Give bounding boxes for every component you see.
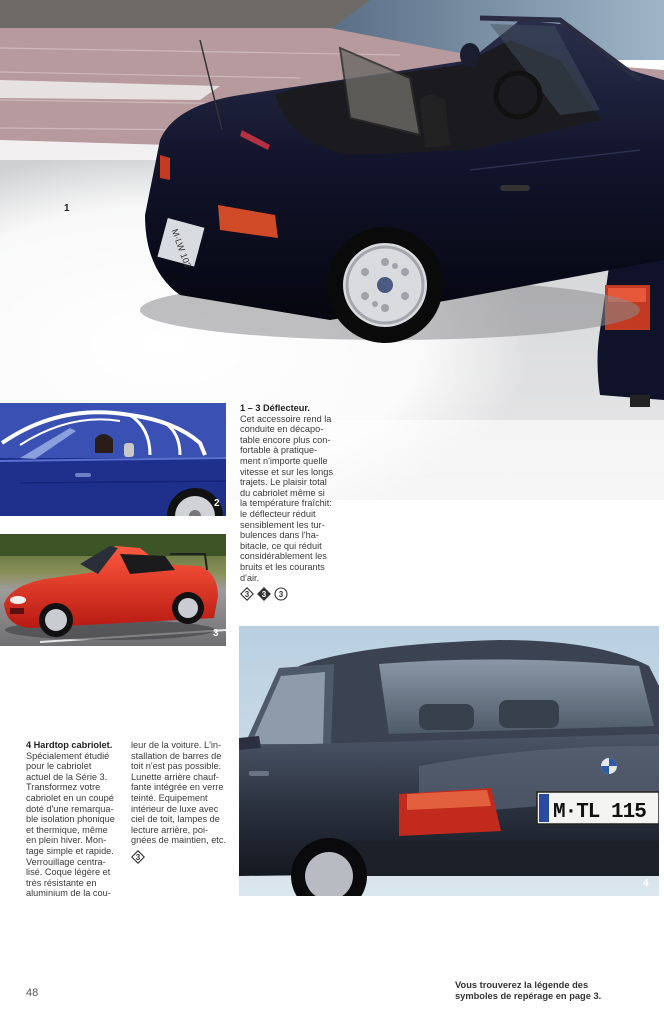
hardtop-line: lisé. Coque légère et	[26, 867, 111, 878]
legend-line: Vous trouverez la légende des	[455, 980, 589, 990]
hardtop-line: toit n'est pas possible.	[131, 761, 222, 772]
model-3-outline-diamond-icon	[131, 850, 145, 864]
hardtop-line: Spécialement étudié	[26, 750, 110, 761]
model-3-outline-diamond-icon	[240, 587, 254, 601]
photo4-number: 4	[643, 878, 649, 889]
deflector-line: le déflecteur réduit	[240, 508, 316, 519]
blue-car-side-illustration	[0, 403, 226, 516]
hardtop-line: et thermique, même	[26, 824, 108, 835]
legend-line: symboles de repérage en page 3.	[455, 991, 602, 1001]
svg-text:3: 3	[135, 852, 141, 862]
deflector-line: fortable à pratique-	[240, 445, 318, 456]
red-roadster-illustration	[0, 534, 226, 646]
hardtop-line: teinté. Equipement	[131, 792, 208, 803]
deflector-heading: 1 – 3 Déflecteur.	[240, 403, 310, 413]
svg-text:3: 3	[244, 590, 250, 600]
svg-text:M·TL 115: M·TL 115	[553, 801, 646, 824]
page-number: 48	[26, 987, 39, 999]
svg-text:3: 3	[278, 590, 284, 600]
photo-blue-car-side	[0, 403, 226, 516]
hardtop-line: ciel de toit, lampes de	[131, 814, 220, 825]
hardtop-line: Verrouillage centra-	[26, 856, 106, 867]
photo-hardtop-cabriolet	[239, 626, 659, 896]
deflector-line: table encore plus con-	[240, 434, 331, 445]
photo2-number: 2	[214, 498, 220, 509]
deflector-line: vitesse et sur les longs	[240, 466, 333, 477]
model-symbols	[131, 850, 145, 864]
hardtop-line: leur de la voiture. L'in-	[131, 740, 222, 750]
hardtop-car-illustration	[239, 626, 659, 896]
photo3-number: 3	[213, 628, 219, 639]
deflector-line: la température fraîchit:	[240, 498, 332, 509]
photo1-number: 1	[64, 203, 70, 214]
hardtop-line: gnées de maintien, etc.	[131, 835, 226, 846]
svg-text:3: 3	[261, 590, 267, 600]
svg-text:M·LW 102: M·LW 102	[169, 227, 193, 270]
model-3-filled-diamond-icon	[257, 587, 271, 601]
deflector-line: considérablement les	[240, 551, 327, 562]
deflector-line: trajets. Le plaisir total	[240, 477, 327, 488]
photo-red-roadster	[0, 534, 226, 646]
hardtop-line: doté d'une remarqua-	[26, 803, 114, 814]
hardtop-line: actuel de la Série 3.	[26, 771, 108, 782]
deflector-line: bruits et les courants	[240, 561, 325, 572]
hardtop-line: stallation de barres de	[131, 750, 222, 761]
hardtop-line: ble isolation phonique	[26, 814, 115, 825]
hardtop-line: aluminium de la cou-	[26, 888, 111, 899]
model-symbols	[240, 587, 288, 601]
deflector-line: Cet accessoire rend la	[240, 413, 332, 424]
hardtop-description-col2	[131, 740, 231, 867]
hardtop-line: intérieur de luxe avec	[131, 803, 219, 814]
hardtop-line: lecture arrière, poi-	[131, 824, 209, 835]
symbol-legend-note	[455, 980, 601, 1002]
hardtop-heading: 4 Hardtop cabriolet.	[26, 740, 113, 750]
hardtop-line: pour le cabriolet	[26, 761, 92, 772]
deflector-line: bitacle, ce qui réduit	[240, 540, 322, 551]
deflector-description	[240, 403, 350, 604]
deflector-line: sensiblement les tur-	[240, 519, 325, 530]
hardtop-description-col1	[26, 740, 126, 899]
deflector-line: conduite en décapo-	[240, 424, 324, 435]
model-3-circle-icon	[274, 587, 288, 601]
hardtop-line: cabriolet en un coupé	[26, 792, 114, 803]
hardtop-line: très résistante en	[26, 877, 97, 888]
hardtop-license-plate	[537, 792, 659, 824]
hardtop-line: tage simple et rapide.	[26, 845, 114, 856]
deflector-line: du cabriolet même si	[240, 487, 325, 498]
hardtop-line: Transformez votre	[26, 782, 101, 793]
deflector-line: bulences dans l'ha-	[240, 530, 319, 541]
deflector-line: ment n'importe quelle	[240, 455, 328, 466]
hardtop-line: en plein hiver. Mon-	[26, 835, 107, 846]
hardtop-line: fante intégrée en verre	[131, 782, 224, 793]
hardtop-line: Lunette arrière chauf-	[131, 771, 219, 782]
deflector-line: d'air.	[240, 572, 260, 583]
